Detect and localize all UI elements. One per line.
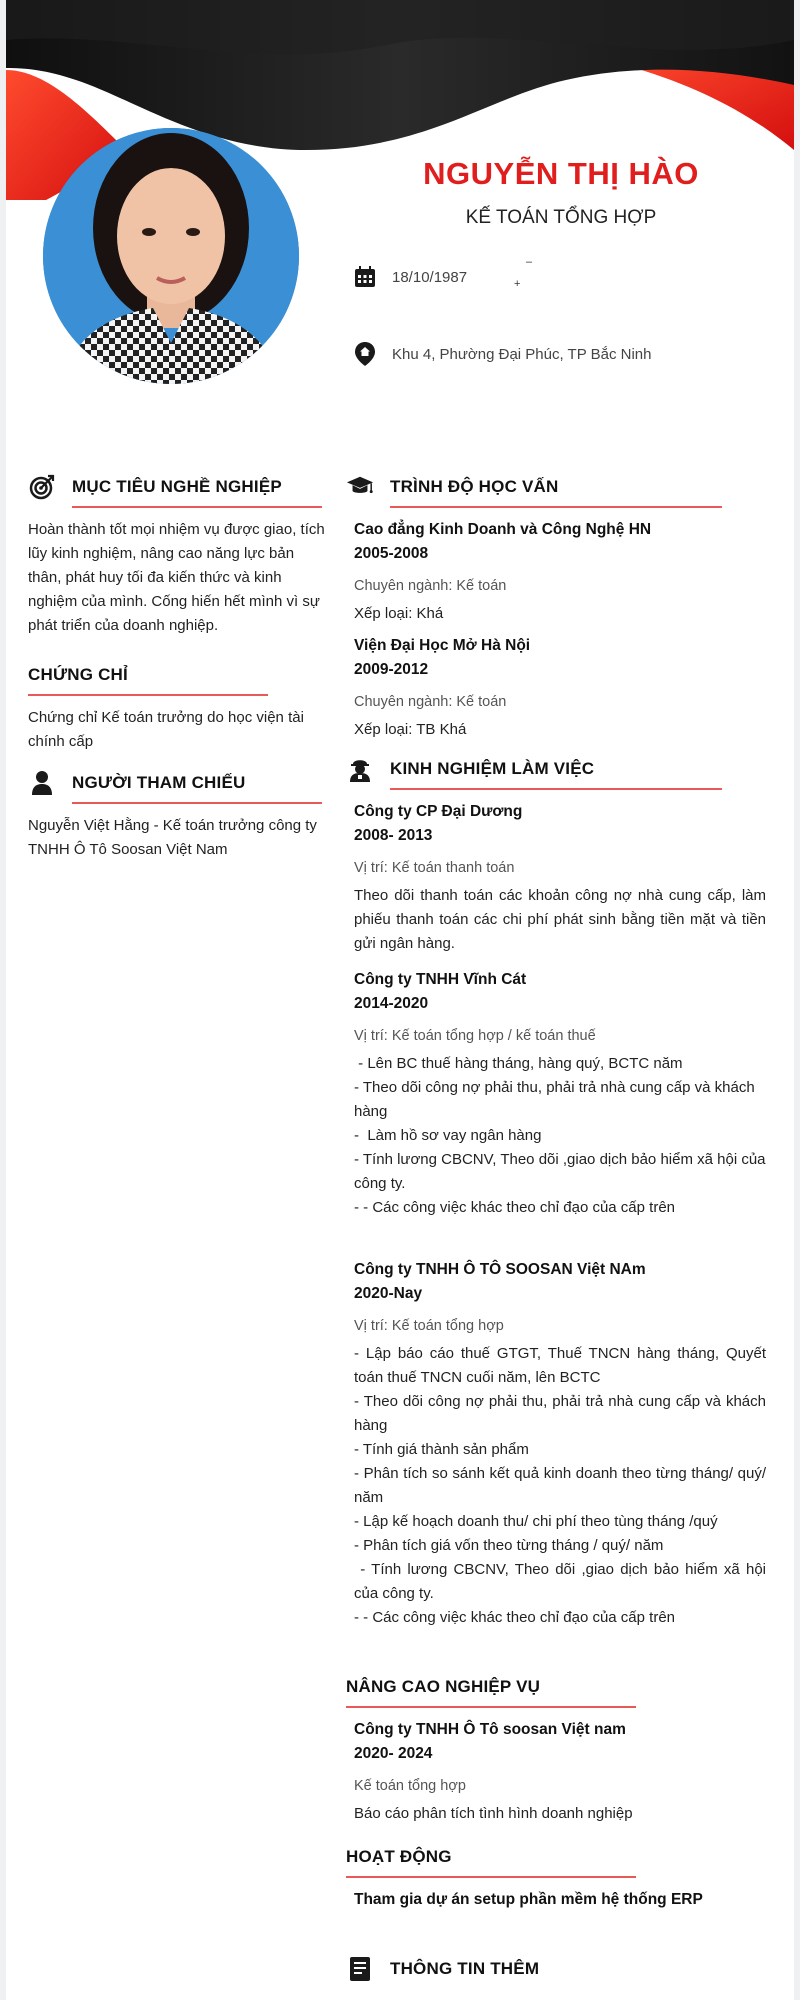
education-item [354, 518, 766, 626]
experience-divider [390, 788, 722, 790]
experience-header [346, 752, 766, 786]
graduation-cap-icon [346, 473, 374, 501]
experience-duty: - Tính lương CBCNV, Theo dõi ,giao dịch bảo hiểm xã hội của công ty. [354, 1151, 766, 1192]
more-info-heading: THÔNG TIN THÊM [390, 1959, 540, 1978]
experience-years: 2014-2020 [354, 995, 429, 1012]
experience-item [354, 968, 766, 1220]
education-school: Viện Đại Học Mở Hà Nội [354, 637, 531, 654]
more-info-header [346, 1952, 766, 1986]
advanced-role: Kế toán tổng hợp [354, 1778, 466, 1794]
experience-duty: - - Các công việc khác theo chỉ đạo của cấp trên [354, 1609, 676, 1626]
person-icon [28, 769, 56, 797]
experience-duty: - Phân tích so sánh kết quả kinh doanh theo từng tháng/ quý/ năm [354, 1465, 766, 1506]
certificates-divider [28, 694, 268, 696]
candidate-name: NGUYỄN THỊ HÀO [423, 156, 699, 191]
experience-item [354, 800, 766, 956]
decorative-dash-mark: – [526, 256, 533, 268]
activities-heading: HOẠT ĐỘNG [346, 1847, 452, 1866]
education-major: Chuyên ngành: Kế toán [354, 578, 507, 594]
experience-duty: - Phân tích giá vốn theo từng tháng / quý/ năm [354, 1537, 664, 1554]
experience-position: Vị trí: Kế toán tổng hợp [354, 1318, 504, 1334]
objective-header [28, 470, 326, 504]
experience-years: 2008- 2013 [354, 827, 433, 844]
experience-duty: - Tính giá thành sản phẩm [354, 1441, 529, 1458]
education-item [354, 634, 766, 742]
activities-text: Tham gia dự án setup phần mềm hệ thống ERP [354, 1891, 703, 1908]
advanced-heading: NÂNG CAO NGHIỆP VỤ [346, 1677, 541, 1696]
experience-duty: - Tính lương CBCNV, Theo dõi ,giao dịch bảo hiểm xã hội của công ty. [354, 1561, 771, 1602]
objective-text: Hoàn thành tốt mọi nhiệm vụ được giao, tích lũy kinh nghiệm, nâng cao năng lực bản thân, phát huy tối đa kiến thức và kinh nghiệm của mình. Cống hiến hết mình vì sự phát triển của doanh nghiệp. [28, 521, 325, 634]
experience-heading: KINH NGHIỆM LÀM VIỆC [390, 759, 595, 778]
education-grade: Xếp loại: Khá [354, 605, 444, 622]
right-column [346, 470, 771, 1986]
resume-page [6, 0, 794, 2000]
experience-duty: Theo dõi thanh toán các khoản công nợ nhà cung cấp, làm phiếu thanh toán các chi phí phát sinh bằng tiền mặt và tiền gửi ngân hàng. [354, 887, 766, 952]
candidate-title: KẾ TOÁN TỔNG HỢP [465, 207, 657, 228]
advanced-item [354, 1718, 766, 1826]
education-years: 2005-2008 [354, 545, 429, 562]
education-years: 2009-2012 [354, 661, 429, 678]
dob-value: 18/10/1987 [392, 268, 468, 286]
references-heading: NGƯỜI THAM CHIẾU [72, 773, 246, 792]
profile-photo [43, 128, 299, 384]
advanced-company: Công ty TNHH Ô Tô soosan Việt nam [354, 1721, 626, 1738]
decorative-plus-mark: + [514, 278, 521, 290]
references-text: Nguyễn Việt Hằng - Kế toán trưởng công ty TNHH Ô Tô Soosan Việt Nam [28, 817, 317, 858]
experience-duty: - - Các công việc khác theo chỉ đạo của cấp trên [354, 1199, 676, 1216]
education-school: Cao đẳng Kinh Doanh và Công Nghệ HN [354, 521, 652, 538]
experience-duty: - Làm hồ sơ vay ngân hàng [354, 1127, 542, 1144]
education-divider [390, 506, 722, 508]
education-major: Chuyên ngành: Kế toán [354, 694, 507, 710]
worker-icon [346, 755, 374, 783]
activities-item [354, 1888, 766, 1912]
experience-company: Công ty TNHH Vĩnh Cát [354, 971, 527, 988]
activities-divider [346, 1876, 636, 1878]
experience-item [354, 1258, 771, 1630]
experience-duty: - Lập kế hoạch doanh thu/ chi phí theo tùng tháng /quý [354, 1513, 718, 1530]
address-row [352, 341, 651, 367]
education-header [346, 470, 766, 504]
left-column [28, 470, 326, 862]
experience-company: Công ty TNHH Ô TÔ SOOSAN Việt NAm [354, 1261, 646, 1278]
calendar-icon [352, 264, 378, 290]
experience-duty: - Theo dõi công nợ phải thu, phải trả nhà cung cấp và khách hàng [354, 1393, 766, 1434]
experience-duty: - Lập báo cáo thuế GTGT, Thuế TNCN hàng tháng, Quyết toán thuế TNCN cuối năm, lên BCTC [354, 1345, 766, 1386]
address-value: Khu 4, Phường Đại Phúc, TP Bắc Ninh [392, 345, 652, 363]
experience-duty: - Theo dõi công nợ phải thu, phải trả nhà cung cấp và khách hàng [354, 1079, 755, 1120]
experience-years: 2020-Nay [354, 1285, 423, 1302]
document-icon [346, 1955, 374, 1983]
advanced-divider [346, 1706, 636, 1708]
dob-row [352, 264, 467, 290]
experience-position: Vị trí: Kế toán tổng hợp / kế toán thuế [354, 1028, 596, 1044]
experience-company: Công ty CP Đại Dương [354, 803, 523, 820]
certificates-heading: CHỨNG CHỈ [28, 665, 128, 684]
education-grade: Xếp loại: TB Khá [354, 721, 467, 738]
experience-duty: - Lên BC thuế hàng tháng, hàng quý, BCTC năm [354, 1055, 683, 1072]
education-heading: TRÌNH ĐỘ HỌC VẤN [390, 477, 559, 496]
advanced-years: 2020- 2024 [354, 1745, 433, 1762]
experience-position: Vị trí: Kế toán thanh toán [354, 860, 515, 876]
location-pin-icon [352, 341, 378, 367]
references-header [28, 766, 326, 800]
certificates-header [28, 658, 326, 692]
certificates-text: Chứng chỉ Kế toán trưởng do học viện tài chính cấp [28, 709, 304, 750]
activities-header [346, 1840, 766, 1874]
advanced-header [346, 1670, 766, 1704]
references-divider [72, 802, 322, 804]
target-icon [28, 473, 56, 501]
objective-divider [72, 506, 322, 508]
objective-heading: MỤC TIÊU NGHỀ NGHIỆP [72, 477, 282, 496]
advanced-text: Báo cáo phân tích tình hình doanh nghiệp [354, 1805, 633, 1822]
